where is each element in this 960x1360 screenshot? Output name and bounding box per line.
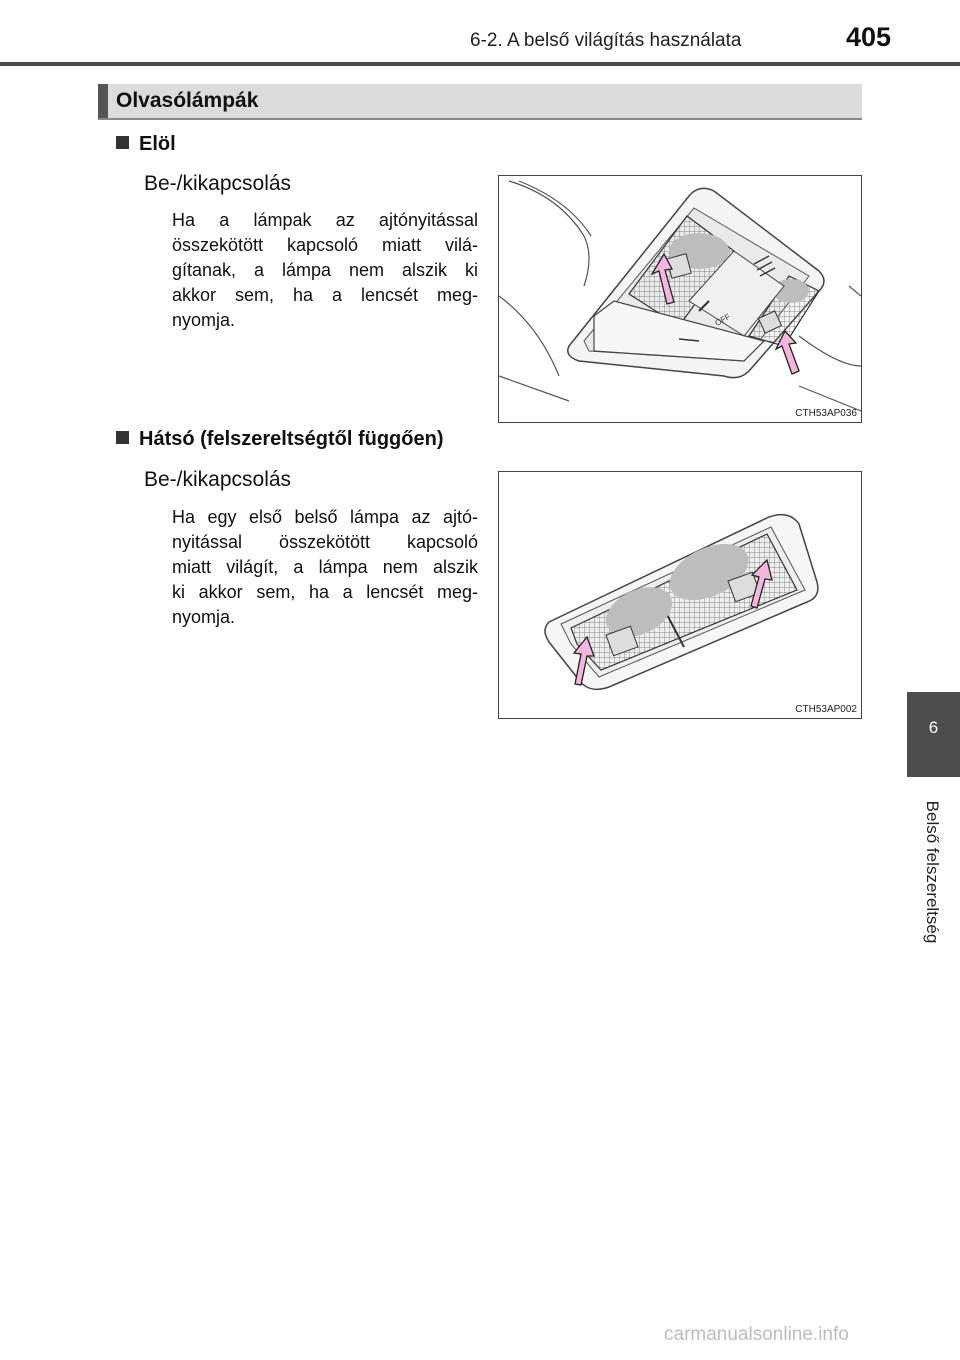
front-body xyxy=(172,208,478,333)
rear-body-line: Ha egy első belső lámpa az ajtó- xyxy=(172,507,478,527)
front-body-line: Ha a lámpak az ajtónyitással xyxy=(172,210,478,230)
square-bullet-icon xyxy=(116,431,129,444)
header-rule xyxy=(0,62,960,66)
section-title: Olvasólámpák xyxy=(116,89,259,112)
off-label: OFF xyxy=(713,311,732,328)
rear-heading xyxy=(116,428,443,451)
front-body-line: összekötött kapcsoló miatt vilá- xyxy=(172,235,478,255)
watermark: carmanualsonline.info xyxy=(664,1324,849,1345)
front-lamp-illustration xyxy=(499,176,861,422)
chapter-tab[interactable] xyxy=(907,692,960,777)
front-heading-text: Elöl xyxy=(139,133,176,155)
rear-body-line: nyomja. xyxy=(172,607,236,627)
front-caption: Be-/kikapcsolás xyxy=(144,172,292,195)
rear-lamp-illustration xyxy=(499,472,861,718)
rear-heading-text: Hátsó (felszereltségtől függően) xyxy=(139,428,444,450)
chapter-number: 6 xyxy=(928,718,939,737)
front-body-line: akkor sem, ha a lencsét meg- xyxy=(172,285,478,305)
rear-body xyxy=(172,505,478,630)
section-header xyxy=(98,84,862,120)
page-number: 405 xyxy=(846,22,892,52)
rear-body-line: nyitással összekötött kapcsoló xyxy=(172,532,478,552)
front-figure-code: CTH53AP036 xyxy=(795,408,857,419)
rear-body-line: ki akkor sem, ha a lencsét meg- xyxy=(172,582,478,602)
front-figure xyxy=(498,175,862,423)
rear-caption: Be-/kikapcsolás xyxy=(144,468,292,491)
front-heading xyxy=(116,133,176,156)
rear-figure-code: CTH53AP002 xyxy=(795,704,857,715)
rear-figure xyxy=(498,471,862,719)
front-body-line: gítanak, a lámpa nem alszik ki xyxy=(172,260,478,280)
square-bullet-icon xyxy=(116,136,129,149)
front-body-line: nyomja. xyxy=(172,310,236,330)
section-header-bar xyxy=(98,84,108,118)
header-title: 6-2. A belső világítás használata xyxy=(470,30,742,51)
rear-body-line: miatt világít, a lámpa nem alszik xyxy=(172,557,478,577)
chapter-label: Belső felszereltség xyxy=(923,800,942,944)
